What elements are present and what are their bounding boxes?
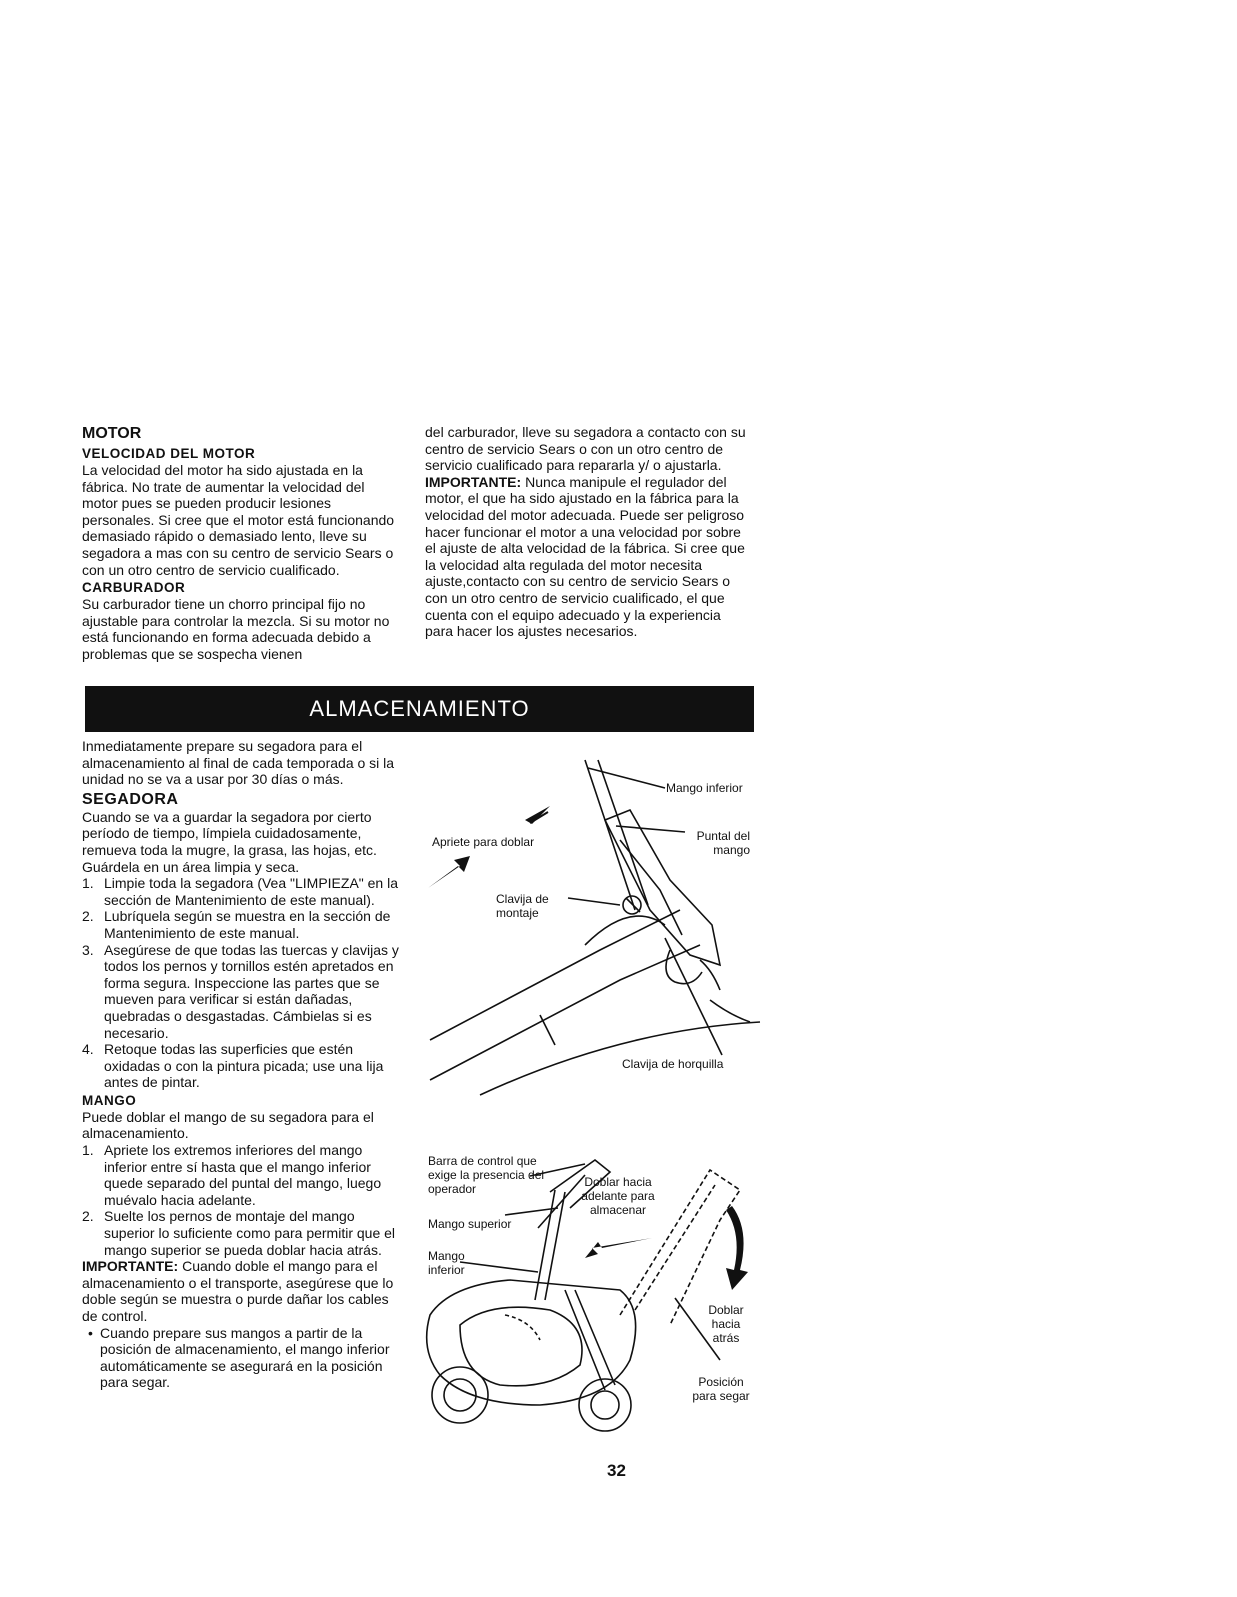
label-fold-back: Doblar hacia atrás [708, 1303, 744, 1345]
list-item: 4. Retoque todas las superficies que estén oxidadas o con la pintura picada; use una lija antes de pintar. [82, 1041, 384, 1091]
mower-text: Cuando se va a guardar la segadora por cierto período de tiempo, límpiela cuidadosamente, remueva toda la mugre, la grasa, las hojas, etc. Guárdela en un área limpia y seca. [82, 808, 377, 875]
storage-important-note [82, 1258, 404, 1324]
list-item: 3. Asegúrese de que todas las tuercas y clavijas y todos los pernos y tornillos estén apretados en forma segura. Inspeccione las partes que se mueven para verificar si están dañadas, quebradas o desgastadas. Cámbielas si es necesario. [82, 941, 399, 1041]
engine-speed-heading: VELOCIDAD DEL MOTOR [82, 446, 256, 461]
storage-column [82, 738, 404, 1391]
storage-banner-title: ALMACENAMIENTO [309, 696, 530, 721]
motor-heading: MOTOR [82, 425, 142, 442]
engine-speed-text: La velocidad del motor ha sido ajustada en la fábrica. No trate de aumentar la velocidad del motor pues se pueden producir lesiones personales. Si cree que el motor está funcionando demasiado rápido o demasiado lento, lleve su segadora a mas con su centro de servicio Sears o con un otro centro de servicio cualificado. [82, 462, 395, 578]
handle-fold-detail-illustration [420, 760, 760, 1090]
handle-bullets [82, 1325, 404, 1391]
list-item: 1. Apriete los extremos inferiores del mango inferior entre sí hasta que el mango inferior quede separado del puntal del mango, luego muévalo hacia adelante. [82, 1142, 382, 1208]
label-handle-brace: Puntal del mango [696, 829, 750, 857]
motor-right-column [425, 424, 747, 640]
label-lower-handle-2: Mango inferior [428, 1249, 465, 1277]
mower-heading: SEGADORA [82, 790, 179, 808]
storage-intro: Inmediatamente prepare su segadora para el almacenamiento al final de cada temporada o si la unidad no se va a usar por 30 días o más. [82, 738, 395, 788]
important-label: IMPORTANTE: [82, 1258, 179, 1275]
label-mounting-pin: Clavija de montaje [496, 892, 549, 920]
label-lower-handle-1: Mango inferior [666, 781, 743, 795]
label-operator-control-bar: Barra de control que exige la presencia del operador [428, 1154, 545, 1196]
storage-important-text: Cuando doble el mango para el almacenamiento o el transporte, asegúrese que lo doble según se muestra o purde dañar los cables de control. [82, 1258, 394, 1324]
label-squeeze-to-fold: Apriete para doblar [432, 835, 535, 849]
storage-banner [85, 686, 754, 732]
handle-heading: MANGO [82, 1092, 137, 1108]
carburetor-heading: CARBURADOR [82, 580, 186, 596]
label-mow-position: Posición para segar [692, 1375, 750, 1403]
page-number: 32 [607, 1461, 626, 1480]
list-item: • Cuando prepare sus mangos a partir de la posición de almacenamiento, el mango inferior automáticamente se asegurará en la posición para segar. [88, 1324, 390, 1391]
label-upper-handle: Mango superior [428, 1217, 512, 1231]
motor-important-note [425, 474, 747, 640]
list-item: 2. Lubríquela según se muestra en la sección de Mantenimiento de este manual. [82, 908, 391, 941]
handle-steps [82, 1142, 404, 1258]
motor-important-text: Nunca manipule el regulador del motor, el que ha sido ajustado en la fábrica para la velocidad del motor adecuada. Puede ser peligroso hacer funcionar el motor a una velocidad por sobre el ajuste de alta velocidad de la fábrica. Si cree que la velocidad alta regulada del motor necesita ajuste,contacto con su centro de servicio Sears o con un otro centro de servicio cualificado, el que cuenta con el equipo adecuado y la experiencia para hacer los ajustes necesarios. [425, 473, 745, 640]
label-hairpin-clip: Clavija de horquilla [622, 1057, 724, 1071]
list-item: 2. Suelte los pernos de montaje del mango superior lo suficiente como para permitir que el mango superior se pueda doblar hacia atrás. [82, 1208, 396, 1258]
carburetor-text: Su carburador tiene un chorro principal fijo no ajustable para controlar la mezcla. Si su motor no está funcionando en forma adecuada debido a problemas que se sospecha vienen [82, 596, 390, 662]
list-item: 1. Limpie toda la segadora (Vea "LIMPIEZA" en la sección de Mantenimiento de este manual). [82, 875, 398, 908]
label-fold-forward: Doblar hacia adelante para almacenar [581, 1175, 655, 1217]
mower-steps [82, 875, 404, 1091]
carburetor-text-continued: del carburador, lleve su segadora a contacto con su centro de servicio Sears o con un otro centro de servicio cualificado para repararla y/ o ajustarla. [425, 424, 746, 474]
important-label: IMPORTANTE: [425, 473, 522, 490]
motor-left-column [82, 424, 402, 663]
handle-text: Puede doblar el mango de su segadora para el almacenamiento. [82, 1108, 374, 1142]
